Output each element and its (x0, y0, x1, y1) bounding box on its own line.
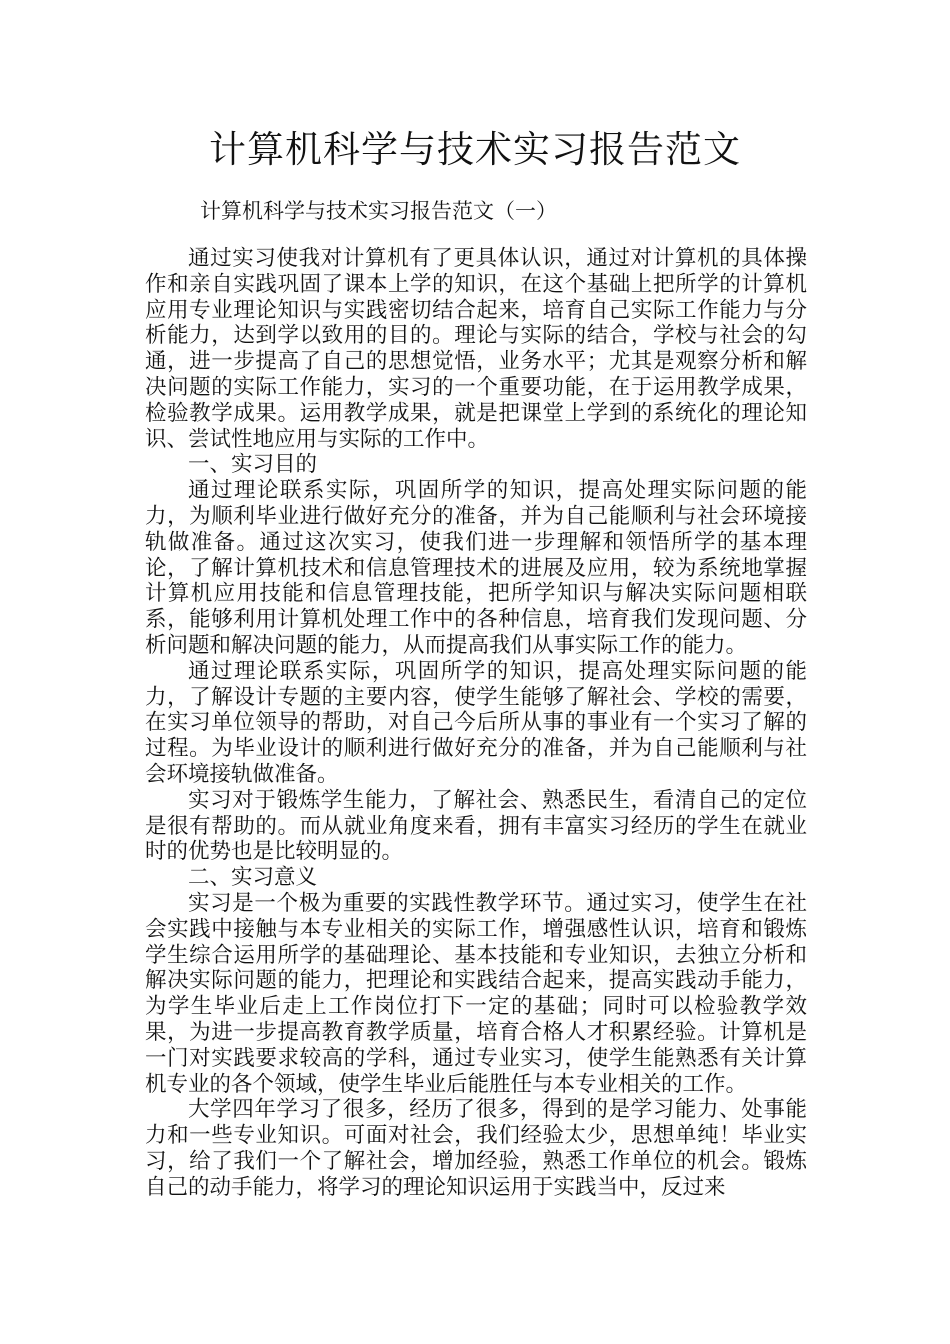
significance-paragraph-1: 实习是一个极为重要的实践性教学环节。通过实习，使学生在社会实践中接触与本专业相关的实际工作，增强感性认识，培育和锻炼学生综合运用所学的基础理论、基本技能和专业知识，去独立分析和解决实际问题的能力，把理论和实践结合起来，提高实践动手能力，为学生毕业后走上工作岗位打下一定的基础；同时可以检验教学效果，为进一步提高教育教学质量，培育合格人才积累经验。计算机是一门对实践要求较高的学科，通过专业实习，使学生能熟悉有关计算机专业的各个领域，使学生毕业后能胜任与本专业相关的工作。 (145, 890, 807, 1097)
document-subtitle: 计算机科学与技术实习报告范文（一） (200, 199, 557, 223)
purpose-paragraph-2: 通过理论联系实际，巩固所学的知识，提高处理实际问题的能力，了解设计专题的主要内容，使学生能够了解社会、学校的需要，在实习单位领导的帮助，对自己今后所从事的事业有一个实习了解的过程。为毕业设计的顺利进行做好充分的准备，并为自己能顺利与社会环境接轨做准备。 (145, 658, 807, 787)
significance-paragraph-2: 大学四年学习了很多，经历了很多，得到的是学习能力、处事能力和一些专业知识。可面对社会，我们经验太少，思想单纯！毕业实习，给了我们一个了解社会，增加经验，熟悉工作单位的机会。锻炼自己的动手能力，将学习的理论知识运用于实践当中，反过来 (145, 1097, 807, 1200)
document-body (145, 246, 807, 1200)
section-heading-purpose: 一、实习目的 (188, 452, 318, 478)
intro-paragraph: 通过实习使我对计算机有了更具体认识，通过对计算机的具体操作和亲自实践巩固了课本上学的知识，在这个基础上把所学的计算机应用专业理论知识与实践密切结合起来，培育自己实际工作能力与分析能力，达到学以致用的目的。理论与实际的结合，学校与社会的勾通，进一步提高了自己的思想觉悟，业务水平；尤其是观察分析和解决问题的实际工作能力，实习的一个重要功能，在于运用教学成果，检验教学成果。运用教学成果，就是把课堂上学到的系统化的理论知识、尝试性地应用与实际的工作中。 (145, 246, 807, 452)
purpose-paragraph-1: 通过理论联系实际，巩固所学的知识，提高处理实际问题的能力，为顺利毕业进行做好充分的准备，并为自己能顺利与社会环境接轨做准备。通过这次实习，使我们进一步理解和领悟所学的基本理论，了解计算机技术和信息管理技术的进展及应用，较为系统地掌握计算机应用技能和信息管理技能，把所学知识与解决实际问题相联系，能够利用计算机处理工作中的各种信息，培育我们发现问题、分析问题和解决问题的能力，从而提高我们从事实际工作的能力。 (145, 478, 807, 658)
document-title: 计算机科学与技术实习报告范文 (209, 128, 741, 171)
section-heading-significance: 二、实习意义 (188, 865, 318, 891)
purpose-paragraph-3: 实习对于锻炼学生能力，了解社会、熟悉民生，看清自己的定位是很有帮助的。而从就业角度来看，拥有丰富实习经历的学生在就业时的优势也是比较明显的。 (145, 787, 807, 865)
